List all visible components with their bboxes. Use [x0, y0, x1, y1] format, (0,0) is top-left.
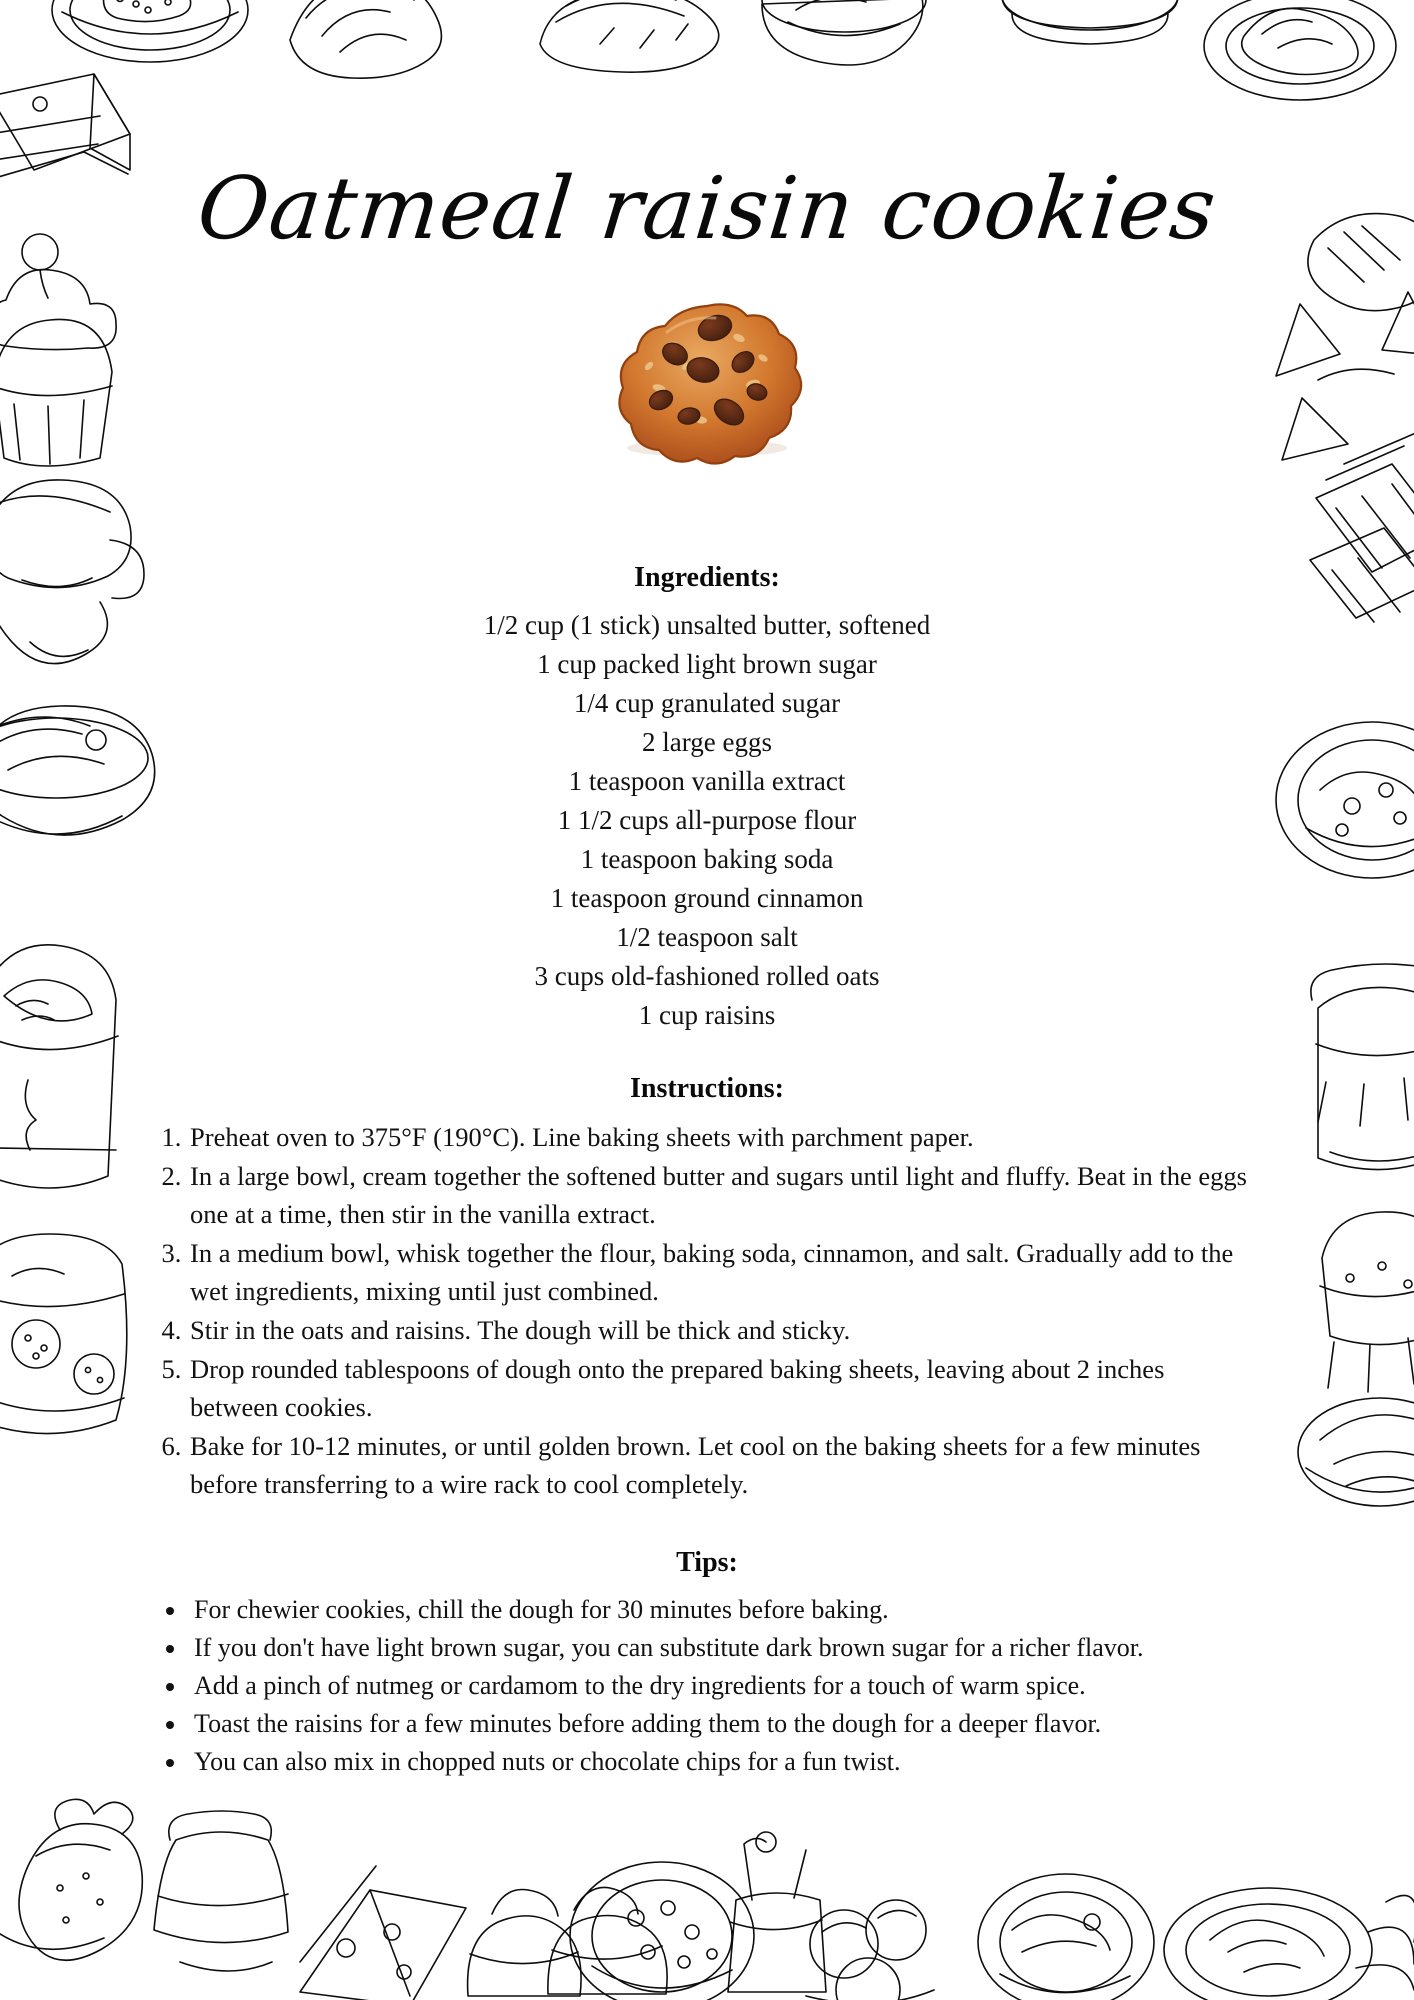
list-item: • If you don't have light brown sugar, you can substitute dark brown sugar for a richer flavor. [188, 1629, 1258, 1666]
page-title: Oatmeal raisin cookies [193, 158, 1222, 259]
list-item: 1 cup raisins [638, 1000, 776, 1031]
list-item: 1 teaspoon baking soda [580, 844, 834, 875]
list-item: 6. Bake for 10-12 minutes, or until golden brown. Let cool on the baking sheets for a few minutes before transferring to a wire rack to cool completely. [188, 1427, 1258, 1503]
tips-list [128, 1591, 1286, 1780]
list-item: 1/2 teaspoon salt [616, 922, 798, 953]
list-item: 2. In a large bowl, cream together the softened butter and sugars until light and fluffy. Beat in the eggs one at a time, then stir in the vanilla extract. [188, 1157, 1258, 1233]
list-item: 1 teaspoon ground cinnamon [550, 883, 864, 914]
list-item: 3 cups old-fashioned rolled oats [534, 961, 880, 992]
list-item: 3. In a medium bowl, whisk together the flour, baking soda, cinnamon, and salt. Gradually add to the wet ingredients, mixing until just combined. [188, 1234, 1258, 1310]
list-item: 1. Preheat oven to 375°F (190°C). Line baking sheets with parchment paper. [188, 1118, 1258, 1156]
list-item: 5. Drop rounded tablespoons of dough onto the prepared baking sheets, leaving about 2 inches between cookies. [188, 1350, 1258, 1426]
tips-heading: Tips: [676, 1546, 738, 1578]
list-item: • For chewier cookies, chill the dough for 30 minutes before baking. [188, 1591, 1258, 1628]
list-item: • Toast the raisins for a few minutes before adding them to the dough for a deeper flavor. [188, 1705, 1258, 1742]
list-item: • Add a pinch of nutmeg or cardamom to the dry ingredients for a touch of warm spice. [188, 1667, 1258, 1704]
list-item: • You can also mix in chopped nuts or chocolate chips for a fun twist. [188, 1743, 1258, 1780]
instructions-section [128, 1071, 1286, 1502]
list-item: 1 cup packed light brown sugar [537, 649, 877, 680]
list-item: 4. Stir in the oats and raisins. The dough will be thick and sticky. [188, 1311, 1258, 1349]
list-item: 2 large eggs [642, 727, 772, 758]
ingredients-list [128, 606, 1286, 1035]
list-item: 1 1/2 cups all-purpose flour [557, 805, 857, 836]
ingredients-heading: Ingredients: [634, 562, 780, 593]
recipe-body [128, 560, 1286, 1781]
instructions-heading: Instructions: [629, 1073, 784, 1105]
oatmeal-raisin-cookie-illustration [597, 288, 817, 478]
tips-section [128, 1545, 1286, 1780]
ingredients-section [128, 560, 1286, 1035]
list-item: 1 teaspoon vanilla extract [568, 766, 846, 797]
instructions-list [128, 1118, 1286, 1503]
list-item: 1/4 cup granulated sugar [573, 688, 841, 719]
list-item: 1/2 cup (1 stick) unsalted butter, softened [483, 610, 931, 641]
